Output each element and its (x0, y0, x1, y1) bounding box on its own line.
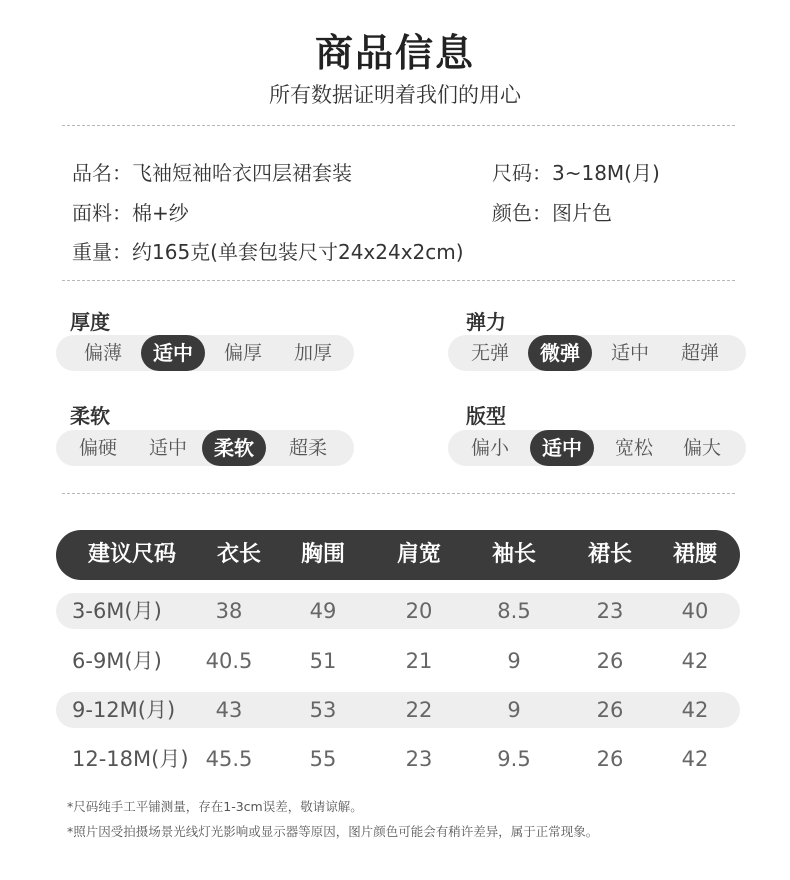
softness-option[interactable]: 偏硬 (78, 437, 117, 459)
table-row (56, 741, 740, 777)
table-cell: 55 (309, 747, 337, 771)
table-cell: 40 (681, 599, 709, 623)
thickness-option[interactable]: 加厚 (293, 342, 332, 364)
page-title: 商品信息 (314, 31, 475, 75)
elasticity-option[interactable]: 适中 (610, 342, 649, 364)
divider (62, 280, 735, 281)
table-cell: 9 (507, 649, 521, 673)
info-product-name: 品名：飞袖短袖哈衣四层裙套装 (72, 161, 352, 185)
divider (62, 493, 735, 494)
table-cell: 26 (596, 747, 624, 771)
thickness-selector (56, 335, 354, 371)
attr-elasticity-title: 弹力 (466, 310, 506, 334)
thickness-option[interactable]: 偏厚 (223, 342, 262, 364)
page-subtitle: 所有数据证明着我们的用心 (269, 83, 521, 107)
attr-softness-title: 柔软 (70, 404, 110, 428)
table-cell: 26 (596, 698, 624, 722)
size-cell: 12-18M(月) (72, 747, 189, 771)
elasticity-selector (448, 335, 746, 371)
softness-option[interactable]: 适中 (148, 437, 187, 459)
table-cell: 23 (405, 747, 433, 771)
elasticity-option-selected[interactable]: 微弹 (528, 335, 592, 371)
softness-selector (56, 430, 354, 466)
thickness-option-selected[interactable]: 适中 (141, 335, 205, 371)
info-fabric: 面料：棉+纱 (72, 201, 189, 225)
table-cell: 26 (596, 649, 624, 673)
size-cell: 3-6M(月) (72, 599, 162, 623)
table-cell: 42 (681, 698, 709, 722)
attr-fit-title: 版型 (466, 404, 506, 428)
size-cell: 9-12M(月) (72, 698, 176, 722)
table-cell: 42 (681, 747, 709, 771)
table-cell: 22 (405, 698, 433, 722)
fit-option[interactable]: 偏大 (682, 437, 721, 459)
header-cell: 袖长 (491, 542, 536, 567)
table-row (56, 593, 740, 629)
table-cell: 21 (405, 649, 433, 673)
header-cell: 建议尺码 (87, 542, 176, 567)
table-cell: 51 (309, 649, 337, 673)
size-cell: 6-9M(月) (72, 649, 162, 673)
softness-option-selected[interactable]: 柔软 (202, 430, 266, 466)
table-cell: 9 (507, 698, 521, 722)
header-cell: 裙腰 (672, 542, 717, 567)
thickness-option[interactable]: 偏薄 (83, 342, 122, 364)
table-cell: 8.5 (497, 599, 531, 623)
fit-selector (448, 430, 746, 466)
info-size-range: 尺码：3~18M(月) (492, 161, 660, 185)
fit-option-selected[interactable]: 适中 (530, 430, 594, 466)
header-cell: 肩宽 (396, 542, 441, 567)
softness-option[interactable]: 超柔 (288, 437, 327, 459)
table-cell: 43 (215, 698, 243, 722)
header-cell: 衣长 (216, 542, 261, 567)
table-cell: 40.5 (205, 649, 253, 673)
info-color: 颜色：图片色 (492, 201, 612, 225)
header-cell: 裙长 (587, 542, 632, 567)
table-cell: 45.5 (205, 747, 253, 771)
footnote: *尺码纯手工平铺测量，存在1-3cm误差，敬请谅解。 (67, 799, 363, 814)
table-cell: 42 (681, 649, 709, 673)
table-cell: 53 (309, 698, 337, 722)
divider (62, 125, 735, 126)
table-row (56, 692, 740, 728)
attr-thickness-title: 厚度 (70, 310, 110, 334)
table-cell: 9.5 (497, 747, 531, 771)
elasticity-option[interactable]: 无弹 (470, 342, 509, 364)
info-weight: 重量：约165克(单套包装尺寸24x24x2cm) (72, 240, 464, 264)
header-cell: 胸围 (300, 542, 345, 567)
table-cell: 20 (405, 599, 433, 623)
elasticity-option[interactable]: 超弹 (680, 342, 719, 364)
footnote: *照片因受拍摄场景光线灯光影响或显示器等原因，图片颜色可能会有稍许差异，属于正常现象。 (67, 824, 599, 839)
fit-option[interactable]: 偏小 (470, 437, 509, 459)
size-table-header (56, 530, 740, 580)
table-cell: 23 (596, 599, 624, 623)
table-cell: 49 (309, 599, 337, 623)
table-cell: 38 (215, 599, 243, 623)
fit-option[interactable]: 宽松 (614, 437, 653, 459)
table-row (56, 643, 740, 679)
